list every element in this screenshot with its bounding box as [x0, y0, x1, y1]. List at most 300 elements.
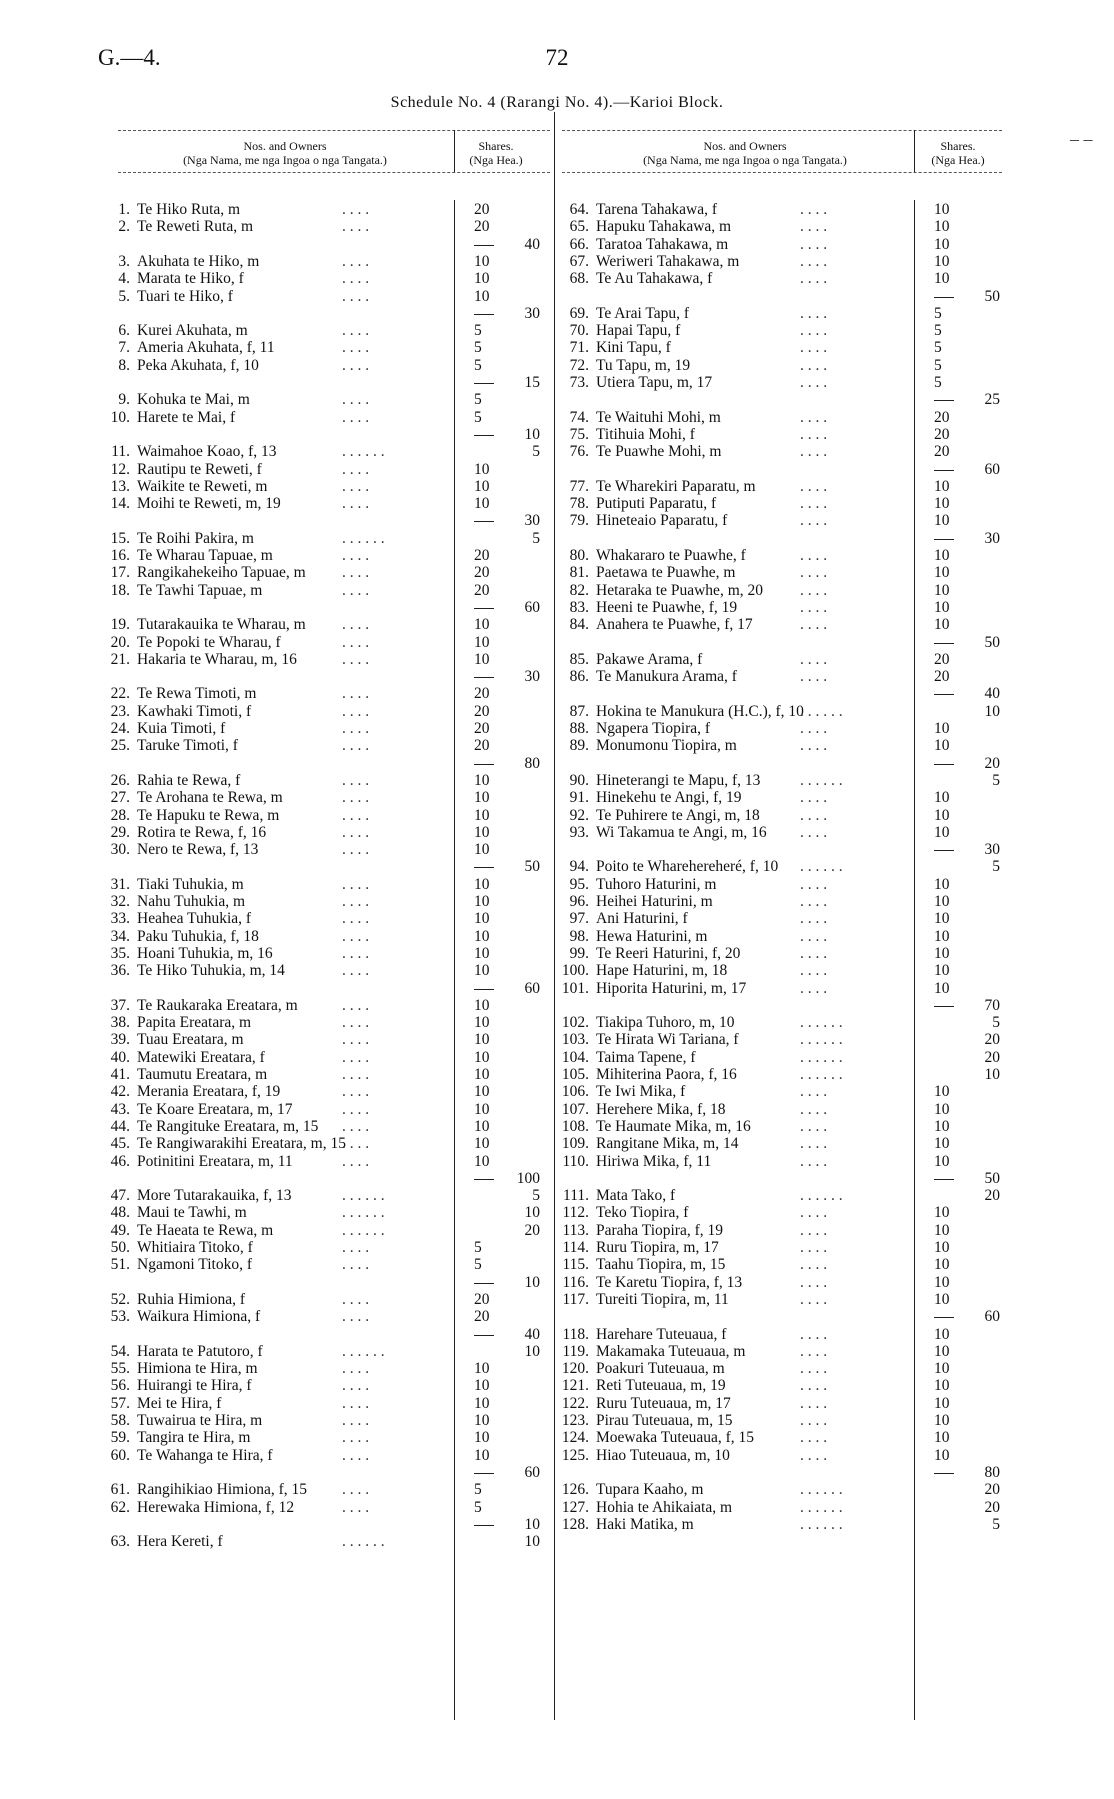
owner-number: 87. — [569, 702, 589, 720]
owner-share: 10 — [934, 1135, 950, 1153]
leader-dots: . . . . — [342, 875, 370, 893]
subtotal-rule — [934, 1006, 954, 1007]
owner-name: Kini Tapu, f — [596, 339, 671, 357]
owner-number: 44. — [110, 1117, 130, 1135]
owner-share: 10 — [474, 841, 490, 859]
leader-dots: . . . . . . — [342, 1187, 385, 1205]
leader-dots: . . . . — [342, 218, 370, 236]
leader-dots: . . . . — [342, 737, 370, 755]
owner-name: Tu Tapu, m, 19 — [596, 356, 691, 374]
owner-share: 10 — [474, 1412, 490, 1429]
leader-dots: . . . . — [342, 771, 370, 789]
owner-number: 10. — [110, 408, 130, 426]
owner-number: 49. — [110, 1221, 130, 1239]
owner-name: Nahu Tuhukia, m — [137, 893, 246, 910]
group-total: 80 — [984, 1463, 1000, 1481]
owner-number: 22. — [110, 685, 130, 703]
owner-number: 124. — [561, 1429, 589, 1447]
leader-dots: . . . . — [342, 1377, 370, 1395]
owner-name: Te Hirata Wi Tariana, f — [596, 1031, 739, 1049]
owner-number: 52. — [110, 1290, 130, 1308]
owner-number: 121. — [561, 1377, 589, 1395]
owner-name: Ngapera Tiopira, f — [596, 720, 711, 737]
owner-share: 10 — [934, 1394, 950, 1412]
group-total: 40 — [524, 1325, 540, 1343]
owner-share: 10 — [474, 1360, 490, 1378]
owner-name: Tuari te Hiko, f — [137, 287, 233, 305]
leader-dots: . . . . — [800, 668, 828, 686]
owner-number: 82. — [569, 581, 589, 599]
leader-dots: . . . . — [800, 1377, 828, 1395]
owner-name: Waimahoe Koao, f, 13 — [137, 443, 277, 461]
leader-dots: . . . . — [342, 944, 370, 962]
group-total: 60 — [984, 460, 1000, 478]
right-header-divider — [914, 130, 915, 172]
leader-dots: . . . . — [342, 633, 370, 651]
owner-name: Herewaka Himiona, f, 12 — [137, 1498, 295, 1516]
leader-dots: . . . . — [342, 996, 370, 1014]
owner-number: 68. — [569, 270, 589, 288]
group-total: 10 — [984, 1066, 1000, 1083]
leader-dots: . . . . . . — [800, 1014, 843, 1032]
owner-name: Kuia Timoti, f — [137, 720, 226, 737]
owner-name: Hiao Tuteuaua, m, 10 — [596, 1446, 730, 1464]
owner-number: 73. — [569, 374, 589, 391]
owner-share: 10 — [934, 201, 950, 218]
owner-share: 10 — [474, 1394, 490, 1412]
owner-number: 98. — [569, 927, 589, 945]
group-total: 5 — [532, 443, 540, 461]
owner-number: 95. — [569, 875, 589, 893]
owner-share: 20 — [474, 547, 490, 564]
owner-name: Tiaki Tuhukia, m — [137, 875, 244, 893]
owner-number: 88. — [569, 720, 589, 737]
owner-share: 5 — [474, 1481, 482, 1499]
owner-share: 10 — [934, 893, 950, 910]
group-total: 5 — [532, 529, 540, 547]
owner-name: Hinekehu te Angi, f, 19 — [596, 789, 742, 807]
owner-share: 10 — [474, 823, 490, 841]
subtotal-rule — [474, 989, 494, 990]
owner-number: 74. — [569, 408, 589, 426]
owner-number: 107. — [561, 1100, 589, 1118]
owner-name: Te Tawhi Tapuae, m — [137, 581, 263, 599]
owner-share: 10 — [934, 1204, 950, 1222]
group-total: 60 — [984, 1308, 1000, 1326]
owner-name: Taratoa Tahakawa, m — [596, 235, 729, 253]
right-shares-rule — [914, 200, 915, 1720]
leader-dots: . . . . — [342, 962, 370, 980]
subtotal-rule — [934, 400, 954, 401]
owner-name: Peka Akuhata, f, 10 — [137, 356, 259, 374]
leader-dots: . . . . — [800, 1273, 828, 1291]
owner-number: 59. — [110, 1429, 130, 1447]
owner-share: 10 — [934, 1377, 950, 1395]
owner-number: 96. — [569, 893, 589, 910]
owner-name: Wi Takamua te Angi, m, 16 — [596, 823, 767, 841]
subtotal-rule — [474, 1179, 494, 1180]
owner-name: Marata te Hiko, f — [137, 270, 244, 288]
owner-name: Waikura Himiona, f — [137, 1308, 261, 1326]
owner-number: 14. — [110, 495, 130, 513]
leader-dots: . . . . — [800, 270, 828, 288]
leader-dots: . . . . — [342, 201, 370, 218]
owner-share: 10 — [474, 875, 490, 893]
owner-name: Poito te Wharehereheré, f, 10 — [596, 858, 779, 876]
group-total: 50 — [984, 287, 1000, 305]
leader-dots: . . . . — [342, 1446, 370, 1464]
leader-dots: . . . . — [342, 547, 370, 564]
owner-number: 62. — [110, 1498, 130, 1516]
group-total: 40 — [524, 235, 540, 253]
owner-name: Rotira te Rewa, f, 16 — [137, 823, 267, 841]
leader-dots: . . . . — [800, 1135, 828, 1153]
owner-share: 20 — [474, 201, 490, 218]
leader-dots: . . . . — [342, 391, 370, 409]
owner-share: 20 — [474, 1308, 490, 1326]
owner-name: Tutarakauika te Wharau, m — [137, 616, 306, 634]
owner-name: Paetawa te Puawhe, m — [596, 564, 736, 582]
right-header-bottom-rule — [562, 172, 1002, 173]
leader-dots: . . . . — [342, 1117, 370, 1135]
leader-dots: . . . . — [800, 477, 828, 495]
group-total: 20 — [984, 1481, 1000, 1499]
owner-number: 125. — [561, 1446, 589, 1464]
subtotal-rule — [474, 383, 494, 384]
owner-number: 48. — [110, 1204, 130, 1222]
leader-dots: . . . . — [342, 1239, 370, 1256]
leader-dots: . . . . . . — [800, 1515, 843, 1533]
owner-share: 10 — [934, 737, 950, 755]
leader-dots: . . . . — [342, 1100, 370, 1118]
leader-dots: . . . . — [342, 1429, 370, 1447]
owner-number: 84. — [569, 616, 589, 634]
group-total: 20 — [984, 1498, 1000, 1516]
owner-name: Whakararo te Puawhe, f — [596, 547, 746, 564]
owner-number: 27. — [110, 789, 130, 807]
owner-number: 37. — [110, 996, 130, 1014]
leader-dots: . . . . . . — [800, 1481, 843, 1499]
owner-share: 20 — [934, 650, 950, 668]
owner-name: Kurei Akuhata, m — [137, 322, 248, 340]
leader-dots: . . . . — [800, 218, 828, 236]
owner-name: Papita Ereatara, m — [137, 1014, 252, 1032]
group-total: 30 — [524, 304, 540, 322]
leader-dots: . . . . — [800, 1325, 828, 1343]
leader-dots: . . . . . . — [342, 529, 385, 547]
owner-name: Heihei Haturini, m — [596, 893, 713, 910]
leader-dots: . . . . — [342, 1290, 370, 1308]
owner-name: Te Rangituke Ereatara, m, 15 — [137, 1117, 319, 1135]
leader-dots: . . . . — [342, 1083, 370, 1101]
owner-number: 91. — [569, 789, 589, 807]
leader-dots: . . . . — [800, 944, 828, 962]
leader-dots: . . . . — [342, 1308, 370, 1326]
owner-number: 109. — [561, 1135, 589, 1153]
owner-share: 10 — [934, 270, 950, 288]
owner-share: 10 — [934, 252, 950, 270]
owner-share: 10 — [934, 1100, 950, 1118]
leader-dots: . . . . . . — [800, 1498, 843, 1516]
group-total: 10 — [524, 1533, 540, 1551]
owner-name: Hakaria te Wharau, m, 16 — [137, 650, 297, 668]
owner-number: 5. — [118, 287, 130, 305]
owner-name: Paku Tuhukia, f, 18 — [137, 927, 259, 945]
subtotal-rule — [474, 245, 494, 246]
leader-dots: . . . . — [800, 910, 828, 928]
owner-name: Rautipu te Reweti, f — [137, 460, 262, 478]
owner-number: 71. — [569, 339, 589, 357]
owner-share: 10 — [474, 1429, 490, 1447]
leader-dots: . . . . — [342, 789, 370, 807]
owner-number: 8. — [118, 356, 130, 374]
owner-share: 10 — [934, 1239, 950, 1256]
owner-share: 10 — [934, 1117, 950, 1135]
subtotal-rule — [474, 521, 494, 522]
leader-dots: . . . . — [800, 893, 828, 910]
owner-number: 50. — [110, 1239, 130, 1256]
leader-dots: . . . . . . — [342, 1533, 385, 1551]
owner-number: 128. — [561, 1515, 589, 1533]
owner-number: 33. — [110, 910, 130, 928]
owner-share: 10 — [934, 944, 950, 962]
leader-dots: . . . . — [342, 1031, 370, 1049]
leader-dots: . . . . — [342, 1481, 370, 1499]
leader-dots: . . . . — [342, 287, 370, 305]
owner-name: Matewiki Ereatara, f — [137, 1048, 265, 1066]
owner-name: Te Hiko Ruta, m — [137, 201, 241, 218]
owner-share: 5 — [934, 304, 942, 322]
owner-name: Te Puawhe Mohi, m — [596, 443, 722, 461]
owner-share: 10 — [934, 962, 950, 980]
owner-name: Heeni te Puawhe, f, 19 — [596, 598, 738, 616]
owner-name: Tupara Kaaho, m — [596, 1481, 704, 1499]
owner-number: 108. — [561, 1117, 589, 1135]
owner-name: Akuhata te Hiko, m — [137, 252, 260, 270]
owner-number: 12. — [110, 460, 130, 478]
subtotal-rule — [474, 677, 494, 678]
leader-dots: . . . . — [342, 460, 370, 478]
owner-number: 46. — [110, 1152, 130, 1170]
leader-dots: . . . . — [800, 1239, 828, 1256]
owner-share: 10 — [934, 1083, 950, 1101]
owner-number: 54. — [110, 1342, 130, 1360]
leader-dots: . . . . — [800, 235, 828, 253]
owner-number: 99. — [569, 944, 589, 962]
owner-name: Hoani Tuhukia, m, 16 — [137, 944, 273, 962]
leader-dots: . . . . — [800, 322, 828, 340]
subtotal-rule — [474, 1335, 494, 1336]
owner-name: Waikite te Reweti, m — [137, 477, 268, 495]
leader-dots: . . . . — [800, 1117, 828, 1135]
owner-share: 10 — [474, 477, 490, 495]
owner-name: Huirangi te Hira, f — [137, 1377, 252, 1395]
owner-number: 106. — [561, 1083, 589, 1101]
owner-share: 10 — [474, 1117, 490, 1135]
owner-number: 11. — [111, 443, 130, 461]
owner-share: 10 — [934, 1342, 950, 1360]
owner-number: 85. — [569, 650, 589, 668]
owner-number: 80. — [569, 547, 589, 564]
owner-name: Hineteaio Paparatu, f — [596, 512, 728, 530]
leader-dots: . . . . — [342, 1498, 370, 1516]
leader-dots: . . . . — [800, 650, 828, 668]
owner-share: 5 — [934, 374, 942, 391]
owner-share: 10 — [934, 1360, 950, 1378]
owner-share: 10 — [934, 547, 950, 564]
leader-dots: . . . . — [800, 1429, 828, 1447]
owner-share: 10 — [474, 1066, 490, 1083]
left-header-bottom-rule — [118, 172, 550, 173]
owner-name: Merania Ereatara, f, 19 — [137, 1083, 281, 1101]
leader-dots: . . . . — [800, 512, 828, 530]
owner-name: Paraha Tiopira, f, 19 — [596, 1221, 724, 1239]
owner-name: Hapuku Tahakawa, m — [596, 218, 732, 236]
owner-number: 69. — [569, 304, 589, 322]
owner-name: Ruru Tuteuaua, m, 17 — [596, 1394, 731, 1412]
owner-number: 61. — [110, 1481, 130, 1499]
leader-dots: . . . . — [342, 927, 370, 945]
group-total: 30 — [524, 512, 540, 530]
owner-share: 10 — [474, 806, 490, 824]
owner-number: 122. — [561, 1394, 589, 1412]
owner-name: Te Wharekiri Paparatu, m — [596, 477, 756, 495]
leader-dots: . . . . — [800, 875, 828, 893]
owner-number: 97. — [569, 910, 589, 928]
leader-dots: . . . . — [342, 1394, 370, 1412]
owner-name: Hetaraka te Puawhe, m, 20 — [596, 581, 763, 599]
owner-share: 10 — [934, 598, 950, 616]
owner-number: 112. — [562, 1204, 589, 1222]
leader-dots: . . . . — [342, 1412, 370, 1429]
left-header-divider — [454, 130, 455, 172]
owner-number: 105. — [561, 1066, 589, 1083]
owner-name: Te Popoki te Wharau, f — [137, 633, 281, 651]
owner-number: 120. — [561, 1360, 589, 1378]
owner-name: Rahia te Rewa, f — [137, 771, 241, 789]
owner-name: Ruru Tiopira, m, 17 — [596, 1239, 719, 1256]
subtotal-rule — [474, 314, 494, 315]
group-total: 20 — [524, 1221, 540, 1239]
subtotal-rule — [474, 608, 494, 609]
owner-share: 20 — [474, 564, 490, 582]
owner-number: 67. — [569, 252, 589, 270]
owner-name: Tuhoro Haturini, m — [596, 875, 717, 893]
owner-share: 10 — [934, 1256, 950, 1274]
leader-dots: . . . . . . — [800, 702, 843, 720]
owner-share: 10 — [934, 581, 950, 599]
group-total: 20 — [984, 1187, 1000, 1205]
owner-name: Te Manukura Arama, f — [596, 668, 737, 686]
owner-name: Maui te Tawhi, m — [137, 1204, 247, 1222]
owner-name: Moihi te Reweti, m, 19 — [137, 495, 281, 513]
owner-name: Whitiaira Titoko, f — [137, 1239, 253, 1256]
group-total: 50 — [984, 633, 1000, 651]
owner-name: Haki Matika, m — [596, 1515, 694, 1533]
owner-name: Te Hapuku te Rewa, m — [137, 806, 280, 824]
leader-dots: . . . . — [800, 1100, 828, 1118]
leader-dots: . . . . . . — [342, 1204, 385, 1222]
owner-name: Makamaka Tuteuaua, m — [596, 1342, 746, 1360]
owner-number: 51. — [110, 1256, 130, 1274]
owner-number: 123. — [561, 1412, 589, 1429]
owner-name: Hera Kereti, f — [137, 1533, 223, 1551]
owner-number: 103. — [561, 1031, 589, 1049]
subtotal-rule — [474, 1283, 494, 1284]
owner-name: Te Roihi Pakira, m — [137, 529, 254, 547]
owner-number: 89. — [569, 737, 589, 755]
owner-number: 30. — [110, 841, 130, 859]
leader-dots: . . . . — [800, 1256, 828, 1274]
owner-number: 72. — [569, 356, 589, 374]
owner-share: 10 — [474, 771, 490, 789]
owner-number: 36. — [110, 962, 130, 980]
owner-number: 2. — [118, 218, 130, 236]
owner-number: 58. — [110, 1412, 130, 1429]
owner-name: Te Iwi Mika, f — [596, 1083, 686, 1101]
leader-dots: . . . . — [800, 252, 828, 270]
owner-share: 10 — [474, 650, 490, 668]
page-number: 72 — [545, 45, 569, 70]
owner-number: 32. — [110, 893, 130, 910]
owner-name: Te Arai Tapu, f — [596, 304, 690, 322]
owner-number: 79. — [569, 512, 589, 530]
owner-number: 35. — [110, 944, 130, 962]
owner-name: Hokina te Manukura (H.C.), f, 10 — [596, 702, 804, 720]
owner-number: 115. — [562, 1256, 589, 1274]
owner-number: 38. — [110, 1014, 130, 1032]
group-total: 20 — [984, 1031, 1000, 1049]
leader-dots: . . . . . . — [800, 858, 843, 876]
owner-share: 10 — [934, 495, 950, 513]
leader-dots: . . . . — [800, 201, 828, 218]
owner-share: 10 — [934, 927, 950, 945]
owner-number: 60. — [110, 1446, 130, 1464]
subtotal-rule — [474, 1525, 494, 1526]
group-total: 50 — [984, 1169, 1000, 1187]
owner-name: Te Waituhi Mohi, m — [596, 408, 721, 426]
owner-number: 118. — [562, 1325, 589, 1343]
owner-name: Te Rewa Timoti, m — [137, 685, 257, 703]
group-total: 10 — [524, 1273, 540, 1291]
owner-number: 34. — [110, 927, 130, 945]
owner-share: 20 — [934, 408, 950, 426]
owner-share: 10 — [934, 1412, 950, 1429]
owner-name: Ruhia Himiona, f — [137, 1290, 246, 1308]
owner-name: Te Arohana te Rewa, m — [137, 789, 283, 807]
owner-number: 119. — [562, 1342, 589, 1360]
owner-number: 41. — [110, 1066, 130, 1083]
owner-share: 10 — [934, 1152, 950, 1170]
owner-name: Hineterangi te Mapu, f, 13 — [596, 771, 761, 789]
owner-number: 25. — [110, 737, 130, 755]
owner-number: 17. — [110, 564, 130, 582]
owner-number: 29. — [110, 823, 130, 841]
owner-number: 6. — [118, 322, 130, 340]
owner-name: Titihuia Mohi, f — [596, 425, 695, 443]
owner-share: 10 — [934, 1446, 950, 1464]
group-total: 30 — [984, 529, 1000, 547]
owner-share: 10 — [934, 616, 950, 634]
schedule-title: Schedule No. 4 (Rarangi No. 4).—Karioi Block. — [390, 94, 724, 111]
owner-share: 10 — [934, 789, 950, 807]
owner-name: More Tutarakauika, f, 13 — [137, 1187, 292, 1205]
owner-share: 10 — [474, 1048, 490, 1066]
owner-number: 31. — [110, 875, 130, 893]
owner-share: 20 — [474, 581, 490, 599]
leader-dots: . . . . . . — [800, 1066, 843, 1083]
leader-dots: . . . . — [800, 789, 828, 807]
